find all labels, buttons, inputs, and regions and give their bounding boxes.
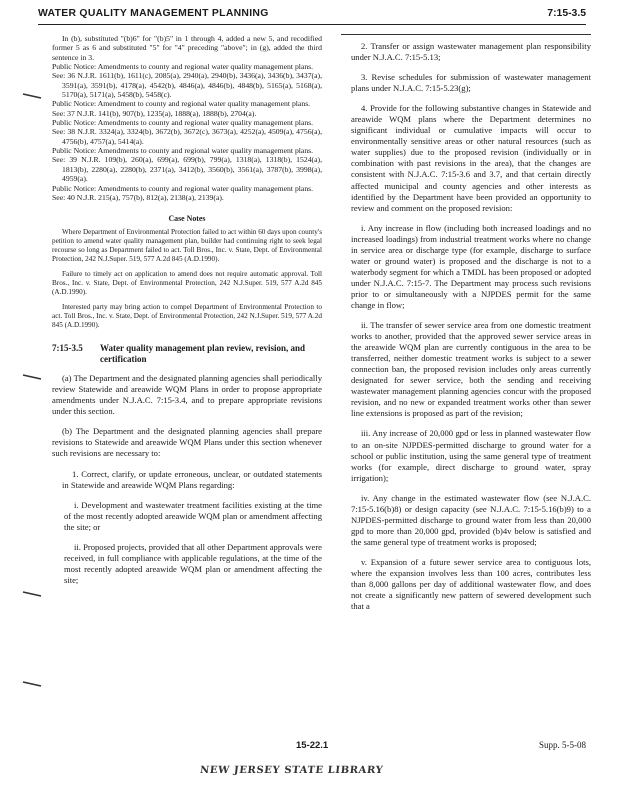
supplement-date: Supp. 5-5-08 bbox=[539, 740, 586, 750]
paragraph-a: (a) The Department and the designated planning agencies shall periodically review Statewide and areawide WQM Plans in order to propose appropriate amendments under N.J.A.C. 7:15-3.4, and to prepare appropriate revisions under this section. bbox=[52, 373, 322, 417]
case-note: Where Department of Environmental Protection failed to act within 60 days upon county's petition to amend water quality management plan, builder had continuing right to seek legal recourse so long as Department failed to act. Toll Bros., Inc. v. State, Dept. of Environmental Protection, 242 N.J.Super. 519, 577 A.2d 845 (A.D.1990). bbox=[52, 228, 322, 264]
paragraph-b4iv: iv. Any change in the estimated wastewater flow (see N.J.A.C. 7:15-5.16(b)8) or design capacity (see N.J.A.C. 7:15-5.16(b)9) to a NJPDES-permitted discharge to ground water from less than 20,000 gpd to more than 20,000 gpd, provided (b)4v below is satisfied and the same general type of treatment works is proposed; bbox=[351, 492, 591, 547]
paragraph-b1ii: ii. Proposed projects, provided that all other Department approvals were received, in full compliance with applicable regulations, at the time of the most recently adopted areawide WQM plan or amendment affecting the site; bbox=[64, 541, 322, 585]
case-notes-heading: Case Notes bbox=[168, 214, 206, 224]
history-note: Public Notice: Amendments to county and regional water quality management plans. bbox=[52, 146, 314, 156]
section-number: 7:15-3.5 bbox=[52, 343, 83, 354]
left-column bbox=[52, 34, 322, 595]
case-note: Failure to timely act on application to amend does not require automatic approval. Toll Bros., Inc. v. State, Dept. of Environmental Protection, 242 N.J.Super. 519, 577 A.2d 845 (A.D.1990). bbox=[52, 270, 322, 297]
section-heading bbox=[52, 343, 322, 365]
running-header bbox=[38, 8, 586, 25]
page-number: 15-22.1 bbox=[296, 740, 329, 751]
history-note: See: 37 N.J.R. 141(b), 907(b), 1235(a), 1888(a), 1888(b), 2704(a). bbox=[52, 108, 257, 118]
history-note: See: 39 N.J.R. 109(b), 260(a), 699(a), 699(b), 799(a), 1318(a), 1318(b), 1524(a), 1813(b), 2280(a), 2280(b), 2371(a), 3412(b), 3560(b), 3561(a), 3787(b), 3998(a), 4959(a). bbox=[52, 155, 322, 184]
paragraph-b4i: i. Any increase in flow (including both increased loadings and no increased loadings) from industrial treatment works where no change in service area or discharge type (for example, discharge to surface water or ground water) is proposed and the discharge is not to a waterbody segment for which a TMDL has been proposed or adopted under N.J.A.C. 7:15-7. The Department may process such revisions prior to or simultaneously with a NJPDES permit for the same change in flow; bbox=[351, 222, 591, 310]
history-note: In (b), substituted "(b)6" for "(b)5" in 1 through 4, added a new 5, and recodified former 5 as 6 and substituted "5" for "4" preceding "above"; in (g), added the third sentence in 3. bbox=[52, 34, 322, 62]
paragraph-b1: 1. Correct, clarify, or update erroneous, unclear, or outdated statements in Statewide and areawide WQM Plans regarding: bbox=[62, 468, 322, 490]
margin-mark bbox=[22, 680, 42, 688]
paragraph-b4ii: ii. The transfer of sewer service area from one domestic treatment works to another, provided that the approved sewer service areas in the areawide WQM plan are currently contiguous in the area to be transferred, neither domestic treatment works is subject to a sewer connection ban, the proposed revision includes only areas currently designated for sewer service, both the sending and receiving wastewater management planning agencies concur with the proposed revision, and no new or expanded treatment works other than sewer line extensions is proposed as part of the revision; bbox=[351, 320, 591, 419]
history-note: See: 40 N.J.R. 215(a), 757(b), 812(a), 2138(a), 2139(a). bbox=[52, 192, 224, 202]
history-note: Public Notice: Amendments to county and regional water quality management plans. bbox=[52, 118, 314, 128]
margin-mark bbox=[22, 590, 42, 598]
history-note: Public Notice: Amendments to county and regional water quality management plans. bbox=[52, 62, 314, 72]
column-rule bbox=[341, 34, 591, 35]
paragraph-b: (b) The Department and the designated planning agencies shall prepare revisions to Statewide and areawide WQM Plans under this section whenever such revisions are necessary to: bbox=[52, 426, 322, 459]
history-notes bbox=[52, 34, 322, 202]
paragraph-b3: 3. Revise schedules for submission of wastewater management plans under N.J.A.C. 7:15-5.23(g); bbox=[351, 72, 591, 94]
paragraph-b2: 2. Transfer or assign wastewater management plan responsibility under N.J.A.C. 7:15-5.13; bbox=[351, 41, 591, 63]
library-stamp: NEW JERSEY STATE LIBRARY bbox=[199, 765, 384, 776]
history-note: See: 36 N.J.R. 1611(b), 1611(c), 2085(a), 2940(a), 2940(b), 3436(a), 3436(b), 3437(a), 3591(a), 3591(b), 4178(a), 4542(b), 4846(a), 4846(b), 4848(b), 5165(a), 5168(a), 5170(a), 5171(a), 5458(b), 5458(c). bbox=[52, 71, 322, 100]
right-column bbox=[341, 34, 591, 621]
paragraph-b1i: i. Development and wastewater treatment facilities existing at the time of the most recently adopted areawide WQM plan or amendment affecting the site; or bbox=[64, 499, 322, 532]
paragraph-b4iii: iii. Any increase of 20,000 gpd or less in planned wastewater flow to an on-site NJPDES-permitted discharge to ground water for a school or public institution, using the same general type of treatment works (for example, direct discharge to ground water, spray irrigation); bbox=[351, 428, 591, 483]
history-note: Public Notice: Amendment to county and regional water quality management plans. bbox=[52, 99, 311, 109]
case-note: Interested party may bring action to compel Department of Environmental Protection to act. Toll Bros., Inc. v. State, Dept. of Environmental Protection, 242 N.J.Super. 519, 577 A.2d 845 (A.D.1990). bbox=[52, 303, 322, 330]
paragraph-b4v: v. Expansion of a future sewer service area to contiguous lots, where the expansion involves less than 100 acres, contributes less than 8,000 gallons per day of additional wastewater flow, and does not create a significantly new pattern of sewered development such that a bbox=[351, 556, 591, 612]
margin-mark bbox=[22, 92, 42, 100]
margin-mark bbox=[22, 373, 42, 381]
history-note: Public Notice: Amendments to county and regional water quality management plans. bbox=[52, 183, 314, 193]
history-note: See: 38 N.J.R. 3324(a), 3324(b), 3672(b), 3672(c), 3673(a), 4252(a), 4509(a), 4756(a), 4756(b), 4757(a), 5414(a). bbox=[52, 127, 322, 146]
paragraph-b4: 4. Provide for the following substantive changes in Statewide and areawide WQM plans where the Department determines no significant individual or cumulative impacts will occur to environmentally sensitive areas or other natural resources (such as water supplies) due to the proposed revision (individually or in combination with past revisions in the area), that the changes are consistent with N.J.A.C. 7:15-3.6 and 3.7, and that certain directly affected municipal and county agencies and other interests as identified by the Department have been provided an opportunity to review and comment on the proposed revision: bbox=[351, 103, 591, 213]
header-section-number: 7:15-3.5 bbox=[547, 8, 586, 19]
header-title: WATER QUALITY MANAGEMENT PLANNING bbox=[38, 8, 269, 19]
section-title: Water quality management plan review, revision, and certification bbox=[100, 343, 306, 365]
